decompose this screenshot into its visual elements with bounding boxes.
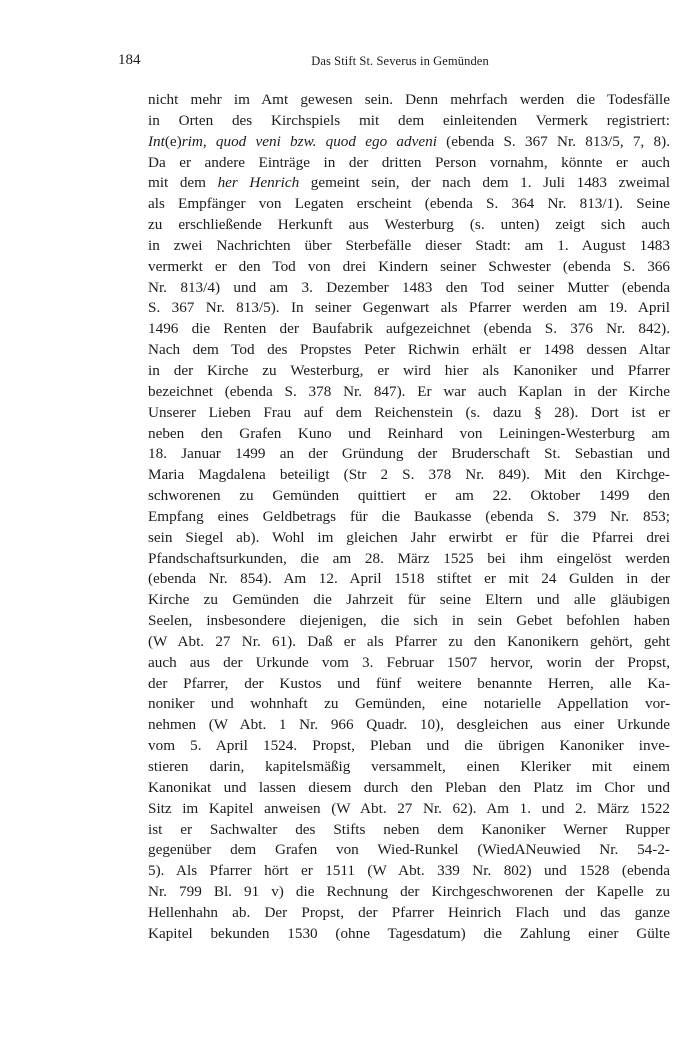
text-segment: (ebenda S. 367 Nr. 813/5, 7, 8).: [436, 132, 670, 150]
text-segment: Kirche zu Gemünden die Jahrzeit für seine Eltern und alle gläubigen: [148, 591, 670, 609]
text-line: [148, 111, 670, 132]
text-segment: Kapitel bekunden 1530 (ohne Tagesdatum) die Zahlung einer Gülte: [148, 924, 670, 942]
text-line: [148, 340, 670, 361]
text-segment: stieren darin, kapitelsmäßig versammelt, einen Kleriker mit einem: [148, 758, 670, 775]
text-segment: 18. Januar 1499 an der Gründung der Bruderschaft St. Sebastian und: [148, 445, 670, 463]
text-segment: S. 367 Nr. 813/5). In seiner Gegenwart als Pfarrer werden am 19. April: [148, 299, 670, 317]
italic-text: rim, quod veni bzw. quod ego adveni: [181, 132, 437, 150]
text-segment: nehmen (W Abt. 1 Nr. 966 Quadr. 10), desgleichen aus einer Urkunde: [148, 716, 670, 734]
text-line: [148, 632, 670, 653]
text-line: [148, 319, 670, 340]
text-segment: der Pfarrer, der Kustos und fünf weitere benannte Herren, alle Ka-: [148, 674, 670, 692]
text-line: [148, 486, 670, 507]
text-segment: mit dem: [148, 174, 218, 192]
text-line: [148, 507, 670, 528]
text-segment: gegenüber dem Grafen von Wied-Runkel (WiedANeuwied Nr. 54-2-: [148, 841, 670, 859]
running-head: Das Stift St. Severus in Gemünden: [311, 54, 489, 68]
text-segment: Unserer Lieben Frau auf dem Reichenstein (s. dazu § 28). Dort ist er: [148, 403, 670, 421]
text-segment: bezeichnet (ebenda S. 378 Nr. 847). Er war auch Kaplan in der Kirche: [148, 382, 670, 400]
text-segment: in der Kirche zu Westerburg, er wird hier als Kanoniker und Pfarrer: [148, 361, 670, 379]
text-segment: neben den Grafen Kuno und Reinhard von Leiningen-Westerburg am: [148, 424, 670, 442]
text-line: [148, 861, 670, 882]
text-segment: schworenen zu Gemünden quittiert er am 22. Oktober 1499 den: [148, 487, 670, 505]
text-segment: vom 5. April 1524. Propst, Pleban und die übrigen Kanoniker inve-: [148, 737, 670, 755]
text-line: [148, 424, 670, 445]
text-segment: Nach dem Tod des Propstes Peter Richwin erhält er 1498 dessen Altar: [148, 341, 670, 359]
text-line: [148, 465, 670, 486]
text-line: [148, 903, 670, 924]
text-line: [148, 736, 670, 757]
text-line: [148, 278, 670, 299]
text-line: [148, 778, 670, 799]
text-segment: (ebenda Nr. 854). Am 12. April 1518 stiftet er mit 24 Gulden in der: [148, 570, 670, 588]
text-segment: auch aus der Urkunde vom 3. Februar 1507 hervor, worin der Propst,: [148, 653, 670, 671]
text-segment: 1496 die Renten der Baufabrik aufgezeichnet (ebenda S. 376 Nr. 842).: [148, 320, 670, 338]
text-line: [148, 674, 670, 695]
text-segment: ist er Sachwalter des Stifts neben dem Kanoniker Werner Rupper: [148, 820, 670, 838]
text-line: [148, 215, 670, 236]
text-line: [148, 611, 670, 632]
text-segment: als Empfänger von Legaten erscheint (ebenda S. 364 Nr. 813/1). Seine: [148, 195, 670, 213]
text-segment: Empfang eines Geldbetrags für die Baukasse (ebenda S. 379 Nr. 853;: [148, 507, 670, 525]
text-line: [148, 924, 670, 945]
italic-text: Int: [148, 132, 165, 150]
text-line: [148, 549, 670, 570]
text-line: [148, 236, 670, 257]
text-line: [148, 194, 670, 215]
text-segment: (W Abt. 27 Nr. 61). Daß er als Pfarrer zu den Kanonikern gehört, geht: [148, 632, 670, 650]
text-line: [148, 840, 670, 861]
text-segment: Seelen, insbesondere diejenigen, die sich in sein Gebet befohlen haben: [148, 612, 670, 630]
text-line: [148, 528, 670, 549]
text-line: [148, 653, 670, 674]
text-segment: gemeint sein, der nach dem 1. Juli 1483 zweimal: [299, 174, 670, 192]
text-segment: zu erschließende Herkunft aus Westerburg (s. unten) zeigt sich auch: [148, 216, 670, 234]
text-line: [148, 820, 670, 841]
text-line: [148, 173, 670, 194]
text-line: [148, 382, 670, 403]
text-line: [148, 715, 670, 736]
text-line: [148, 569, 670, 590]
text-line: [148, 361, 670, 382]
text-line: [148, 590, 670, 611]
text-segment: nicht mehr im Amt gewesen sein. Denn mehrfach werden die Todesfälle: [148, 91, 670, 108]
text-segment: sein Siegel ab). Wohl im gleichen Jahr erwirbt er für die Pfarrei drei: [148, 528, 670, 546]
text-line: [148, 298, 670, 319]
text-segment: Hellenhahn ab. Der Propst, der Pfarrer Heinrich Flach und das ganze: [148, 903, 670, 921]
text-line: [148, 799, 670, 820]
text-segment: in zwei Nachrichten über Sterbefälle dieser Stadt: am 1. August 1483: [148, 236, 670, 254]
text-segment: Da er andere Einträge in der dritten Person vornahm, könnte er auch: [148, 153, 670, 171]
text-segment: 5). Als Pfarrer hört er 1511 (W Abt. 339 Nr. 802) und 1528 (ebenda: [148, 862, 670, 880]
text-segment: noniker und wohnhaft zu Gemünden, eine notarielle Appellation vor-: [148, 695, 670, 713]
text-line: [148, 403, 670, 424]
text-line: [148, 757, 670, 778]
text-line: [148, 257, 670, 278]
text-line: [148, 90, 670, 111]
text-segment: (e): [164, 132, 182, 150]
text-line: [148, 694, 670, 715]
text-line: [148, 132, 670, 153]
italic-text: her Henrich: [217, 174, 300, 192]
body-text: [148, 90, 670, 945]
text-segment: Nr. 813/4) und am 3. Dezember 1483 den Tod seiner Mutter (ebenda: [148, 278, 670, 296]
text-segment: in Orten des Kirchspiels mit dem einleitenden Vermerk registriert:: [148, 111, 670, 129]
text-segment: Maria Magdalena beteiligt (Str 2 S. 378 Nr. 849). Mit den Kirchge-: [148, 466, 670, 484]
text-segment: Kanonikat und lassen diesem durch den Pleban den Platz im Chor und: [148, 778, 670, 796]
text-line: [148, 153, 670, 174]
text-line: [148, 882, 670, 903]
text-segment: Sitz im Kapitel anweisen (W Abt. 27 Nr. 62). Am 1. und 2. März 1522: [148, 799, 670, 817]
page-number: 184: [118, 52, 141, 68]
text-segment: vermerkt er den Tod von drei Kindern seiner Schwester (ebenda S. 366: [148, 257, 670, 275]
text-segment: Nr. 799 Bl. 91 v) die Rechnung der Kirchgeschworenen der Kapelle zu: [148, 883, 670, 901]
text-line: [148, 444, 670, 465]
text-segment: Pfandschaftsurkunden, die am 28. März 1525 bei ihm eingelöst werden: [148, 549, 670, 567]
